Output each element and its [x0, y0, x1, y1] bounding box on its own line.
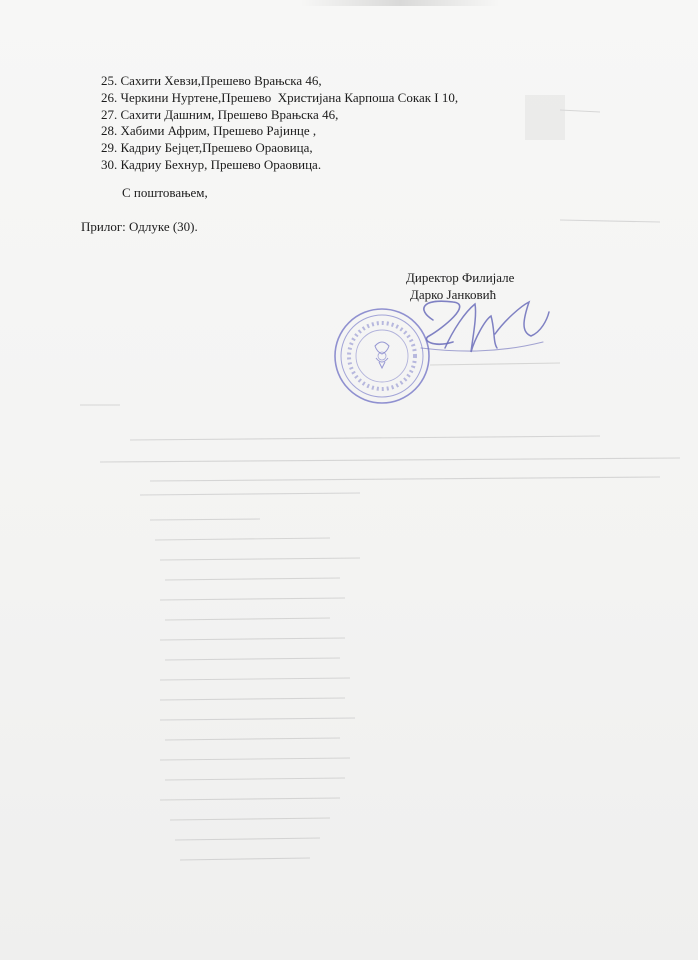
closing-salutation: С поштовањем,	[122, 185, 208, 200]
signatory-name: Дарко Јанковић	[410, 287, 497, 302]
signatory-title: Директор Филијале	[406, 270, 515, 285]
list-item: 29. Кадриу Бејцет,Прешево Ораовица,	[101, 140, 313, 156]
recipient-list	[101, 73, 458, 174]
attachment-note: Прилог: Одлуке (30).	[81, 219, 198, 234]
list-item: 28. Хабими Африм, Прешево Рајинце ,	[101, 123, 317, 139]
scan-edge-shadow	[300, 0, 500, 6]
list-item: 25. Сахити Хевзи,Прешево Врањска 46,	[101, 73, 322, 88]
list-item: 26. Черкини Нуртене,Прешево Христијана Карпоша Сокак I 10,	[101, 89, 459, 105]
handwritten-signature	[421, 301, 549, 352]
stamp-and-signature	[325, 290, 565, 415]
list-item: 27. Сахити Дашним, Прешево Врањска 46,	[101, 106, 339, 122]
list-item: 30. Кадриу Бехнур, Прешево Ораовица.	[101, 156, 322, 172]
official-stamp	[335, 309, 429, 403]
